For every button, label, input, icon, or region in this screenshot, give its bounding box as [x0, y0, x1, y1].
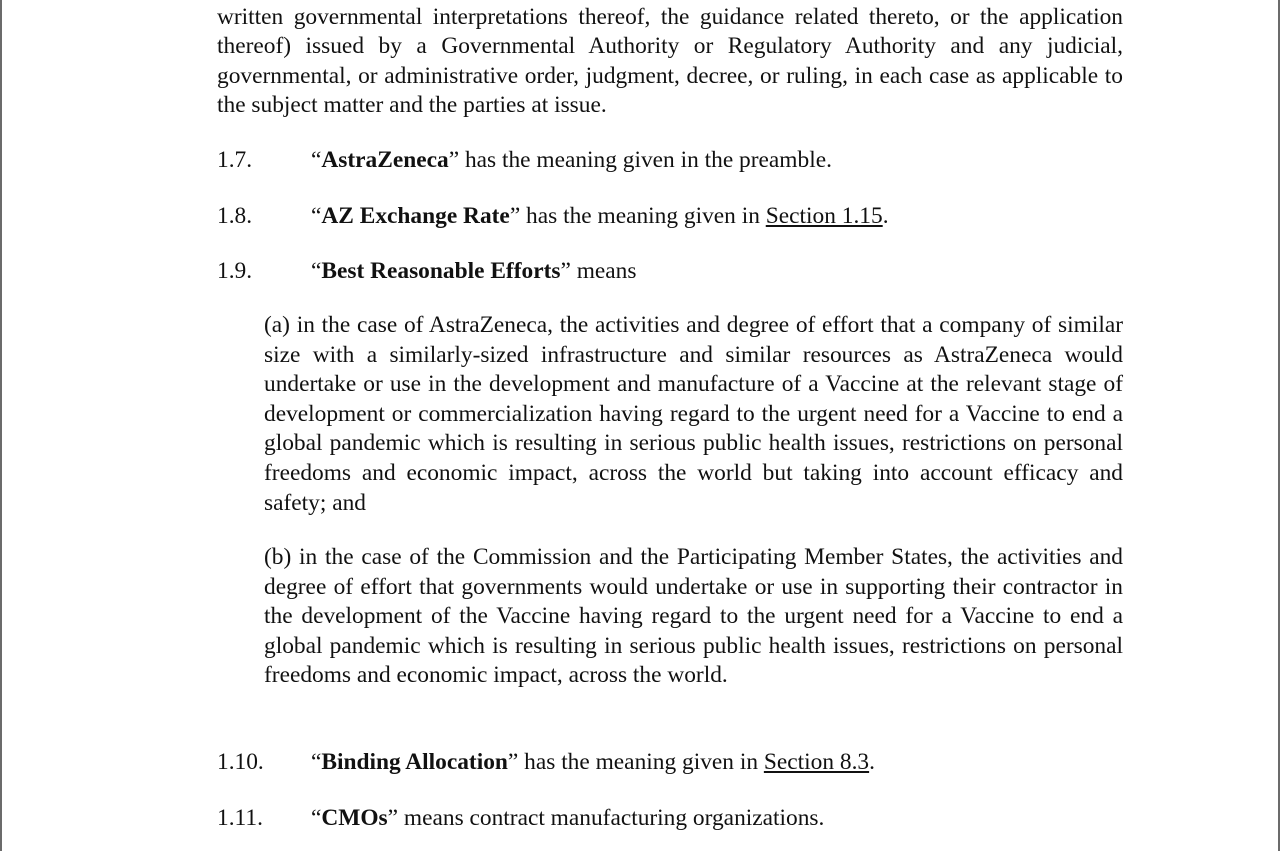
definition-text-end: . — [882, 203, 889, 229]
definition-1-11 — [217, 804, 1123, 833]
open-quote: “ — [311, 805, 322, 831]
close-quote: ” — [507, 749, 519, 775]
subclause-b: (b) in the case of the Commission and the Participating Member States, the activities and degree of effort that governments would undertake or use in supporting their contractor in the development of the Vaccine having regard to the urgent need for a Vaccine to end a global pandemic which is resulting in serious public health issues, restrictions on personal freedoms and economic impact, across the world. — [264, 544, 1123, 689]
defined-term: AZ Exchange Rate — [321, 203, 510, 229]
close-quote: ” — [560, 258, 571, 284]
section-reference-link[interactable]: Section 1.15 — [765, 203, 883, 229]
definition-text: has the meaning given in — [518, 749, 764, 775]
definition-1-10 — [217, 748, 1123, 777]
definition-number: 1.9. — [217, 258, 253, 284]
definition-text: has the meaning given in — [520, 203, 766, 229]
open-quote: “ — [311, 749, 322, 775]
definition-text: has the meaning given in the preamble. — [459, 147, 832, 173]
open-quote: “ — [311, 203, 322, 229]
definition-number: 1.8. — [217, 203, 253, 229]
defined-term: Binding Allocation — [321, 749, 508, 775]
intro-paragraph: written governmental interpretations thereof, the guidance related thereto, or the application thereof) issued by a Governmental Authority or Regulatory Authority and any judicial, governmental, or administrative order, judgment, decree, or ruling, in each case as applicable to the subject matter and the parties at issue. — [217, 4, 1123, 119]
definition-1-9 — [217, 257, 1123, 286]
open-quote: “ — [311, 258, 322, 284]
close-quote: ” — [509, 203, 521, 229]
definition-text-end: . — [869, 749, 875, 775]
defined-term: Best Reasonable Efforts — [321, 258, 561, 284]
definition-number: 1.10. — [217, 749, 264, 775]
close-quote: ” — [387, 805, 399, 831]
open-quote: “ — [311, 147, 322, 173]
definition-1-7 — [217, 146, 1123, 175]
defined-term: AstraZeneca — [321, 147, 449, 173]
definition-number: 1.11. — [217, 805, 263, 831]
defined-term: CMOs — [321, 805, 388, 831]
definition-number: 1.7. — [217, 147, 253, 173]
subclause-a: (a) in the case of AstraZeneca, the activities and degree of effort that a company of similar size with a similarly-sized infrastructure and similar resources as AstraZeneca would undertake or use in the development and manufacture of a Vaccine at the relevant stage of development or commercialization having regard to the urgent need for a Vaccine to end a global pandemic which is resulting in serious public health issues, restrictions on personal freedoms and economic impact, across the world but taking into account efficacy and safety; and — [264, 312, 1123, 516]
definition-text: means — [570, 258, 637, 284]
definition-text: means contract manufacturing organizations. — [398, 805, 825, 831]
section-reference-link[interactable]: Section 8.3 — [763, 749, 870, 775]
close-quote: ” — [448, 147, 460, 173]
definition-1-8 — [217, 202, 1123, 231]
